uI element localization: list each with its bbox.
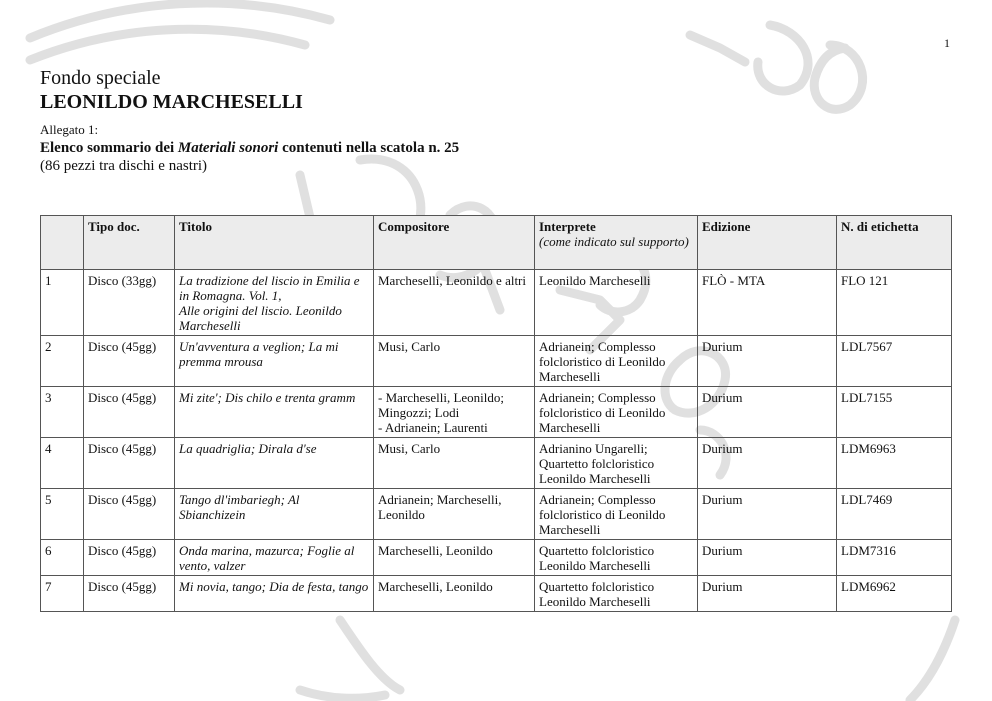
table-row xyxy=(41,438,952,489)
cell-titolo-line: Mi novia, tango; Dia de festa, tango xyxy=(179,579,369,594)
cell-tipo: Disco (45gg) xyxy=(84,387,175,438)
cell-compositore xyxy=(374,576,535,612)
cell-edizione: Durium xyxy=(698,540,837,576)
cell-titolo xyxy=(175,270,374,336)
cell-num: 1 xyxy=(41,270,84,336)
cell-edizione: Durium xyxy=(698,489,837,540)
cell-compositore xyxy=(374,438,535,489)
cell-num: 2 xyxy=(41,336,84,387)
pieces-count: (86 pezzi tra dischi e nastri) xyxy=(40,158,208,174)
cell-titolo-line: Alle origini del liscio. Leonildo Marcheselli xyxy=(179,303,342,333)
header-titolo: Titolo xyxy=(175,216,374,270)
cell-etichetta: LDM6962 xyxy=(837,576,952,612)
cell-compositore-line: - Adrianein; Laurenti xyxy=(378,420,488,435)
header-interprete-note: (come indicato sul supporto) xyxy=(539,234,689,249)
page-number: 1 xyxy=(944,36,950,50)
table-row xyxy=(41,387,952,438)
header-edizione: Edizione xyxy=(698,216,837,270)
table-body xyxy=(41,270,952,612)
cell-titolo-line: Un'avventura a veglion; La mi premma mrousa xyxy=(179,339,339,369)
cell-tipo: Disco (45gg) xyxy=(84,489,175,540)
cell-etichetta: LDL7155 xyxy=(837,387,952,438)
cell-titolo-line: La quadriglia; Dirala d'se xyxy=(179,441,317,456)
cell-compositore-line: Adrianein; Marcheselli, Leonildo xyxy=(378,492,502,522)
cell-edizione: Durium xyxy=(698,438,837,489)
cell-edizione: Durium xyxy=(698,576,837,612)
cell-compositore-line: Musi, Carlo xyxy=(378,441,441,456)
header-tipo: Tipo doc. xyxy=(84,216,175,270)
header-interprete xyxy=(535,216,698,270)
cell-compositore-line: - Marcheselli, Leonildo; Mingozzi; Lodi xyxy=(378,390,504,420)
header-num xyxy=(41,216,84,270)
cell-interprete-line: Adrianein; Complesso folcloristico di Leonildo Marcheselli xyxy=(539,492,666,537)
title-part-1: Elenco sommario dei xyxy=(40,140,178,156)
cell-compositore xyxy=(374,270,535,336)
cell-num: 6 xyxy=(41,540,84,576)
cell-interprete xyxy=(535,576,698,612)
table-row xyxy=(41,270,952,336)
cell-num: 5 xyxy=(41,489,84,540)
cell-interprete-line: Quartetto folcloristico Leonildo Marcheselli xyxy=(539,543,655,573)
cell-titolo-line: Mi zite'; Dis chilo e trenta gramm xyxy=(179,390,356,405)
cell-titolo xyxy=(175,540,374,576)
header-compositore: Compositore xyxy=(374,216,535,270)
cell-tipo: Disco (45gg) xyxy=(84,336,175,387)
materials-table xyxy=(40,215,952,612)
cell-interprete-line: Adrianino Ungarelli; Quartetto folcloristico Leonildo Marcheselli xyxy=(539,441,655,486)
cell-titolo xyxy=(175,576,374,612)
fondo-label: Fondo speciale xyxy=(40,67,161,89)
cell-etichetta: LDM6963 xyxy=(837,438,952,489)
cell-compositore-line: Marcheselli, Leonildo xyxy=(378,543,493,558)
cell-tipo: Disco (45gg) xyxy=(84,540,175,576)
cell-etichetta: LDL7567 xyxy=(837,336,952,387)
cell-compositore xyxy=(374,489,535,540)
table-row xyxy=(41,336,952,387)
cell-titolo-line: Onda marina, mazurca; Foglie al vento, valzer xyxy=(179,543,355,573)
cell-interprete-line: Adrianein; Complesso folcloristico di Leonildo Marcheselli xyxy=(539,390,666,435)
collection-name: LEONILDO MARCHESELLI xyxy=(40,91,303,113)
cell-num: 4 xyxy=(41,438,84,489)
cell-edizione: Durium xyxy=(698,336,837,387)
table-row xyxy=(41,540,952,576)
cell-interprete xyxy=(535,270,698,336)
cell-titolo xyxy=(175,336,374,387)
cell-tipo: Disco (45gg) xyxy=(84,438,175,489)
cell-compositore-line: Marcheselli, Leonildo e altri xyxy=(378,273,527,288)
cell-tipo: Disco (45gg) xyxy=(84,576,175,612)
cell-num: 7 xyxy=(41,576,84,612)
cell-edizione: FLÒ - MTA xyxy=(698,270,837,336)
cell-titolo-line: La tradizione del liscio in Emilia e in Romagna. Vol. 1, xyxy=(179,273,360,303)
cell-interprete xyxy=(535,438,698,489)
cell-edizione: Durium xyxy=(698,387,837,438)
cell-compositore xyxy=(374,387,535,438)
cell-compositore xyxy=(374,540,535,576)
cell-titolo xyxy=(175,387,374,438)
table-row xyxy=(41,489,952,540)
cell-titolo xyxy=(175,438,374,489)
cell-interprete xyxy=(535,489,698,540)
cell-etichetta: LDL7469 xyxy=(837,489,952,540)
title-part-2: contenuti nella scatola n. 25 xyxy=(278,140,460,156)
cell-interprete-line: Leonildo Marcheselli xyxy=(539,273,651,288)
document-title xyxy=(40,139,459,157)
cell-etichetta: FLO 121 xyxy=(837,270,952,336)
cell-compositore xyxy=(374,336,535,387)
header-interprete-label: Interprete xyxy=(539,219,596,234)
cell-interprete-line: Adrianein; Complesso folcloristico di Leonildo Marcheselli xyxy=(539,339,666,384)
cell-titolo-line: Tango dl'imbariegh; Al Sbianchizein xyxy=(179,492,300,522)
title-italic: Materiali sonori xyxy=(177,140,279,156)
table-header-row xyxy=(41,216,952,270)
cell-etichetta: LDM7316 xyxy=(837,540,952,576)
cell-interprete-line: Quartetto folcloristico Leonildo Marcheselli xyxy=(539,579,655,609)
cell-interprete xyxy=(535,387,698,438)
cell-titolo xyxy=(175,489,374,540)
allegato-label: Allegato 1: xyxy=(40,122,99,137)
cell-interprete xyxy=(535,540,698,576)
cell-num: 3 xyxy=(41,387,84,438)
table-row xyxy=(41,576,952,612)
cell-compositore-line: Marcheselli, Leonildo xyxy=(378,579,493,594)
header-etichetta: N. di etichetta xyxy=(837,216,952,270)
cell-compositore-line: Musi, Carlo xyxy=(378,339,441,354)
cell-interprete xyxy=(535,336,698,387)
cell-tipo: Disco (33gg) xyxy=(84,270,175,336)
